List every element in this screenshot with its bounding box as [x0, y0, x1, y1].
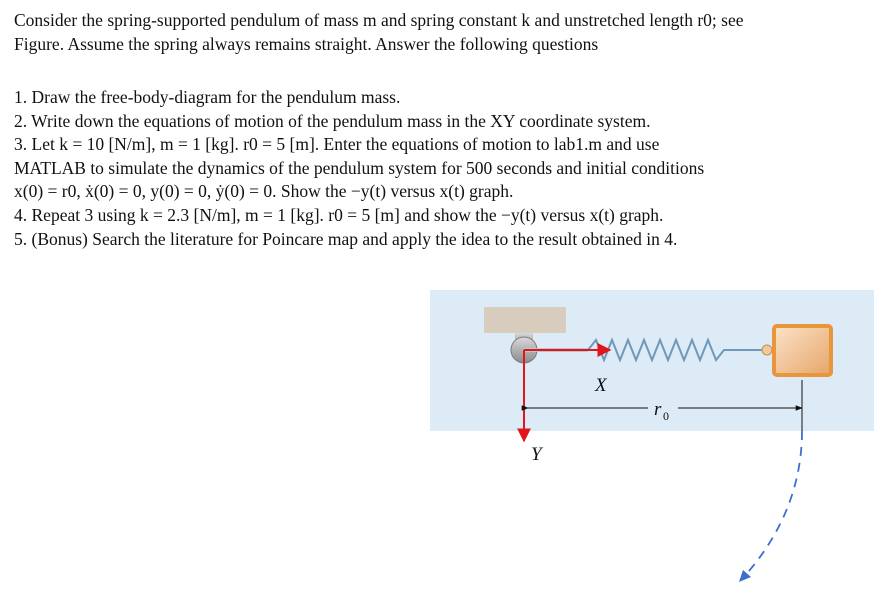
question-2: 2. Write down the equations of motion of the pendulum mass in the XY coordinate system. [14, 110, 651, 131]
r0-label: r [654, 399, 662, 420]
question-4: 4. Repeat 3 using k = 2.3 [N/m], m = 1 [kg]. r0 = 5 [m] and show the −y(t) versus x(t) graph. [14, 204, 664, 225]
question-list [14, 86, 876, 251]
swing-path-arrowhead [739, 570, 751, 582]
x-axis-label: X [595, 375, 607, 396]
mass-hook [762, 345, 772, 355]
question-1: 1. Draw the free-body-diagram for the pendulum mass. [14, 87, 401, 107]
intro-line-2: Figure. Assume the spring always remains straight. Answer the following questions [14, 33, 599, 54]
question-3-line-3: x(0) = r0, ẋ(0) = 0, y(0) = 0, ẏ(0) = 0. Show the −y(t) versus x(t) graph. [14, 181, 514, 202]
pendulum-figure [430, 290, 874, 595]
question-5: 5. (Bonus) Search the literature for Poincare map and apply the idea to the result obtained in 4. [14, 228, 678, 249]
ceiling-support [484, 307, 566, 333]
intro-line-1: Consider the spring-supported pendulum of mass m and spring constant k and unstretched length r0; see [14, 10, 744, 30]
pendulum-mass [774, 326, 831, 375]
question-3-line-2: MATLAB to simulate the dynamics of the pendulum system for 500 seconds and initial conditions [14, 157, 705, 178]
intro-paragraph [14, 9, 876, 56]
swing-path [742, 431, 802, 579]
question-3-line-1: 3. Let k = 10 [N/m], m = 1 [kg]. r0 = 5 [m]. Enter the equations of motion to lab1.m and use [14, 134, 660, 155]
y-axis-label: Y [531, 444, 542, 465]
r0-label-subscript: 0 [663, 409, 669, 423]
